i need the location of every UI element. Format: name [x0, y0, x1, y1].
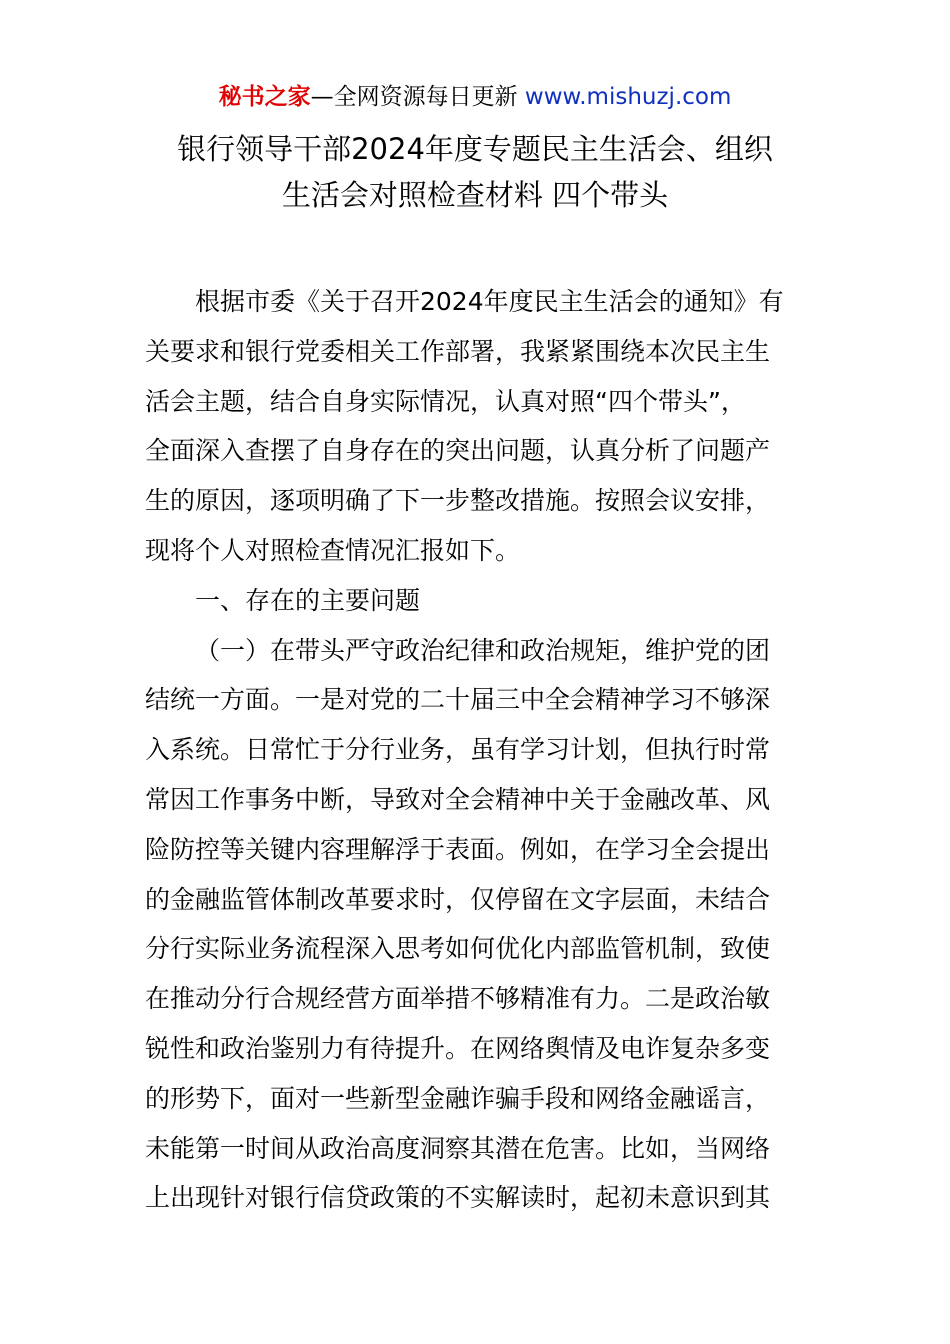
paragraph-line: 的金融监管体制改革要求时，仅停留在文字层面，未结合: [145, 884, 771, 914]
document-body: [145, 277, 815, 1223]
paragraph-line: 锐性和政治鉴别力有待提升。在网络舆情及电诈复杂多变: [145, 1033, 771, 1063]
paragraph-line: 活会主题，结合自身实际情况，认真对照“四个带头”，: [145, 386, 746, 416]
paragraph-line: （一）在带头严守政治纪律和政治规矩，维护党的团: [195, 635, 771, 665]
brand-name: 秘书之家: [218, 84, 311, 110]
paragraph-line: 在推动分行合规经营方面举措不够精准有力。二是政治敏: [145, 984, 771, 1014]
paragraph-line: 的形势下，面对一些新型金融诈骗手段和网络金融谣言，: [145, 1083, 771, 1113]
paragraph-line: 关要求和银行党委相关工作部署，我紧紧围绕本次民主生: [145, 336, 771, 366]
title-line: 银行领导干部2024年度专题民主生活会、组织: [177, 132, 773, 166]
paragraph-line: 未能第一时间从政治高度洞察其潜在危害。比如，当网络: [145, 1133, 771, 1163]
paragraph-line: 根据市委《关于召开2024年度民主生活会的通知》有: [195, 287, 784, 316]
header-tagline: —全网资源每日更新: [310, 84, 518, 110]
paragraph-line: 入系统。日常忙于分行业务，虽有学习计划，但执行时常: [145, 735, 771, 765]
title-line: 生活会对照检查材料 四个带头: [281, 178, 669, 212]
paragraph-line: 全面深入查摆了自身存在的突出问题，认真分析了问题产: [145, 436, 771, 466]
paragraph-line: 生的原因，逐项明确了下一步整改措施。按照会议安排，: [145, 486, 771, 516]
document-title: [100, 126, 850, 218]
site-header: [0, 80, 950, 114]
paragraph-line: 结统一方面。一是对党的二十届三中全会精神学习不够深: [145, 685, 771, 715]
paragraph-line: 常因工作事务中断，导致对全会精神中关于金融改革、风: [145, 784, 771, 814]
section-heading: 一、存在的主要问题: [195, 585, 421, 615]
paragraph-line: 上出现针对银行信贷政策的不实解读时，起初未意识到其: [145, 1183, 771, 1213]
paragraph-line: 险防控等关键内容理解浮于表面。例如，在学习全会提出: [145, 834, 771, 864]
paragraph-line: 分行实际业务流程深入思考如何优化内部监管机制，致使: [145, 934, 771, 964]
paragraph-line: 现将个人对照检查情况汇报如下。: [145, 535, 521, 565]
site-url: www.mishuzj.com: [524, 84, 732, 110]
